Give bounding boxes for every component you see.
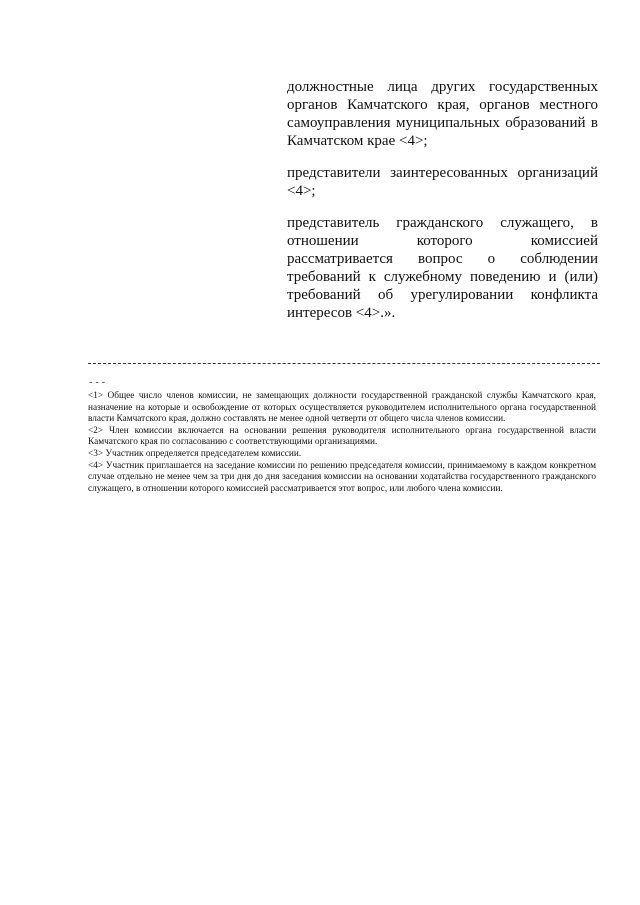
footnote-3: <3> Участник определяется председателем комиссии.: [88, 448, 302, 459]
commission-members-list: [287, 78, 598, 322]
footnote-2: <2> Член комиссии включается на основании решения руководителя исполнительного органа государственной власти Камчатского края по согласованию с соответствующими организациями.: [88, 425, 596, 448]
footnote-1: <1> Общее число членов комиссии, не замещающих должности государственной гражданской службы Камчатского края, назначение на которые и освобождение от которых осуществляется руководителем исполнительного органа государственной власти Камчатского края, должно составлять не менее одной четверти от общего числа членов комиссии.: [88, 391, 596, 425]
footnote-4: <4> Участник приглашается на заседание комиссии по решению председателя комиссии, принимаемому в каждом конкретном случае отдельно не менее чем за три дня до дня заседания комиссии на основании ходатайства государственного гражданского служащего, в отношении которого комиссией рассматривается этот вопрос, или любого члена комиссии.: [88, 460, 596, 494]
footnote-separator: [88, 363, 600, 364]
footnotes-block: [88, 391, 596, 495]
list-item-organizations: представители заинтересованных организаций <4>;: [287, 165, 598, 199]
list-item-representative: представитель гражданского служащего, в отношении которого комиссией рассматривается вопрос о соблюдении требований к служебному поведению и (или) требований об урегулировании конфликта интересов <4>.».: [287, 215, 598, 321]
footnote-dash-marker: ---: [88, 378, 108, 388]
list-item-officials: должностные лица других государственных органов Камчатского края, органов местного самоуправления муниципальных образований в Камчатском крае <4>;: [287, 79, 598, 149]
